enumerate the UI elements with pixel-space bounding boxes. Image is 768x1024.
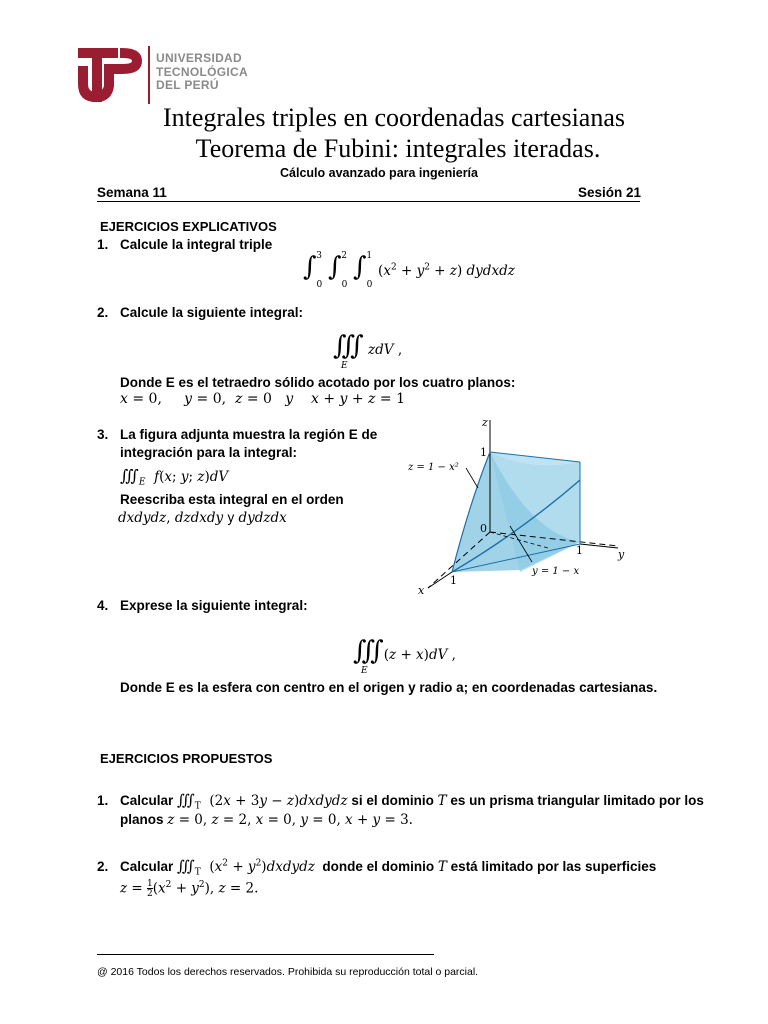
figure-label-one-bottom: 1 [450, 574, 457, 587]
p1-line1: Calcular $∭_T$ (2x + 3y − z)dxdydz si el dominio T es un prisma triangular limitado por los [120, 791, 704, 812]
logo-line3: DEL PERÚ [156, 78, 219, 92]
ex3-orders: dxdydz, dzdxdy y dydzdx [118, 510, 287, 526]
logo-line2: TECNOLÓGICA [156, 64, 248, 79]
ex2-integral: ∭ zdV , E [333, 331, 403, 371]
ex3-integral: $∭_E$ f(x; y; z)dV [120, 466, 229, 488]
ex3-line1: La figura adjunta muestra la región E de [120, 427, 378, 442]
p2-end: está limitado por las superficies [450, 859, 657, 874]
session-label: Sesión 21 [578, 185, 642, 200]
ex2-where: Donde E es el tetraedro sólido acotado por los cuatro planos: [120, 375, 516, 390]
p1-calc: Calcular [120, 793, 174, 808]
logo-line1: UNIVERSIDAD [156, 51, 242, 65]
utp-logo [74, 44, 254, 106]
logo-university-name [156, 52, 248, 93]
p1-planes: planos [120, 812, 164, 827]
p1-line2: planos z = 0, z = 2, x = 0, y = 0, x + y = 3. [120, 812, 413, 828]
p2-number: 2. [97, 859, 109, 874]
figure-label-one-top: 1 [480, 446, 487, 459]
header-rule [97, 201, 640, 202]
figure-label-x: x [418, 584, 425, 597]
ex3-number: 3. [97, 427, 109, 442]
p2-calc: Calcular [120, 859, 174, 874]
propuestos-heading: EJERCICIOS PROPUESTOS [100, 751, 273, 766]
ex2-planes: x = 0, y = 0, z = 0 y x + y + z = 1 [120, 391, 405, 407]
ex4-integral: ∭(z + x)dV , E [353, 636, 456, 676]
utp-logo-mark [74, 44, 146, 106]
region-figure [400, 412, 640, 602]
p1-number: 1. [97, 793, 109, 808]
footer-copyright: @ 2016 Todos los derechos reservados. Prohibida su reproducción total o parcial. [97, 966, 479, 978]
ex4-number: 4. [97, 598, 109, 613]
week-label: Semana 11 [97, 185, 167, 200]
ex3-and: y [227, 510, 235, 525]
p2-mid: donde el dominio [322, 859, 435, 874]
figure-label-curve1: z = 1 − x² [408, 462, 459, 473]
ex2-number: 2. [97, 305, 109, 320]
ex2-text: Calcule la siguiente integral: [120, 305, 304, 320]
p2-line1: Calcular $∭_T$ ($x^2$ + $y^2)dxdydz$ donde el dominio T está limitado por las superficies [120, 857, 657, 878]
ex4-text: Exprese la siguiente integral: [120, 598, 308, 613]
figure-label-curve2: y = 1 − x [532, 566, 580, 577]
ex4-where: Donde E es la esfera con centro en el origen y radio a; en coordenadas cartesianas. [120, 680, 658, 695]
ex1-number: 1. [97, 237, 109, 252]
page-title-line2: Teorema de Fubini: integrales iteradas. [195, 134, 601, 163]
ex1-text: Calcule la integral triple [120, 237, 273, 252]
course-subtitle: Cálculo avanzado para ingeniería [280, 166, 478, 180]
ex1-integral: $\int_0^3$ $\int_0^2$ $\int_0^1(x^2 + y^2 + z)$ dydxdz [303, 250, 515, 290]
ex3-line3: Reescriba esta integral en el orden [120, 492, 344, 507]
figure-label-z: z [482, 416, 488, 429]
ex3-line2: integración para la integral: [120, 445, 298, 460]
p1-mid: si el dominio [351, 793, 434, 808]
p1-end: es un prisma triangular limitado por los [450, 793, 704, 808]
p2-surfaces: z = 1 $2(x^2 + y^2)$, z = 2. [120, 879, 259, 899]
figure-label-zero: 0 [480, 522, 487, 535]
footer-rule [97, 954, 434, 955]
figure-label-y: y [618, 548, 625, 561]
logo-divider [148, 46, 150, 104]
figure-label-one-right: 1 [576, 544, 583, 557]
explicativos-heading: EJERCICIOS EXPLICATIVOS [100, 219, 277, 234]
page-title-line1: Integrales triples en coordenadas cartesianas [162, 103, 625, 132]
